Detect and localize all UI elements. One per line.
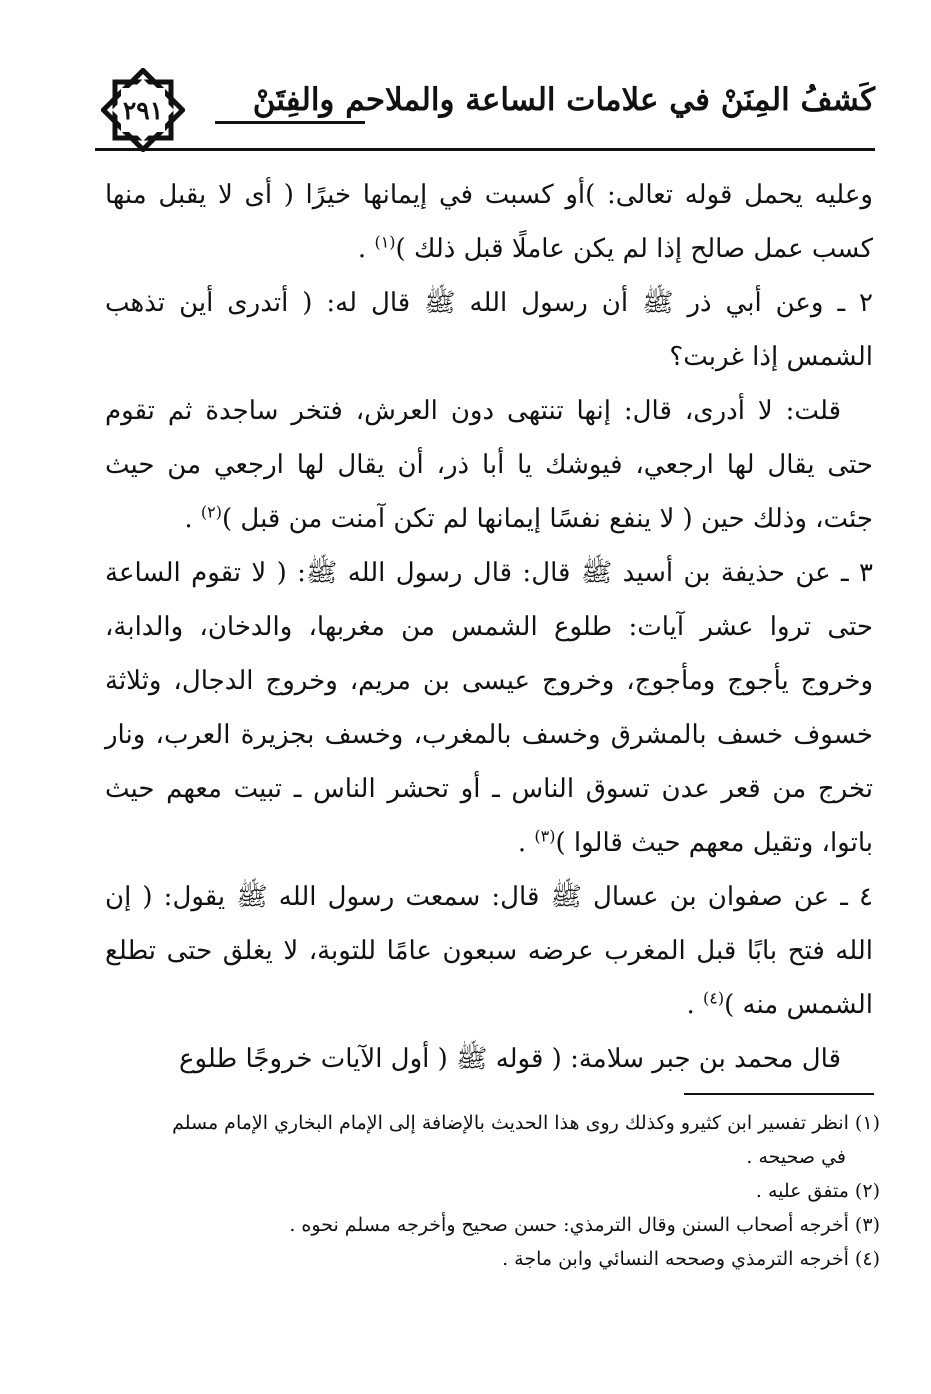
footnote-ref-3: (٣) xyxy=(534,826,556,846)
footnote-2: (٢) متفق عليه . xyxy=(755,1180,880,1202)
hadith-4 xyxy=(105,870,873,1032)
paragraph-1 xyxy=(105,168,873,276)
footnote-4: (٤) أخرجه الترمذي وصححه النسائي وابن ماجة . xyxy=(502,1248,880,1270)
hadith-4-end: . xyxy=(686,990,703,1020)
footnote-ref-2: (٢) xyxy=(200,502,222,522)
main-text xyxy=(105,168,873,1086)
hadith-3-text: ٣ ـ عن حذيفة بن أسيد ﷺ قال: قال رسول الله ﷺ: ( لا تقوم الساعة حتى تروا عشر آيات: طلوع الشمس من مغربها، والدخان، والدابة، وخروج يأجوج ومأجوج، وخروج عيسى بن مريم، وخروج الدجال، وثلاثة خسوف خسف بالمشرق وخسف بالمغرب، وخسف بجزيرة العرب، ونار تخرج من قعر عدن تسوق الناس ـ أو تحشر الناس ـ تبيت معهم حيث باتوا، وتقيل معهم حيث قالوا ) xyxy=(105,558,873,858)
hadith-2-text xyxy=(105,384,873,546)
footnote-separator xyxy=(684,1093,874,1095)
footnote-ref-4: (٤) xyxy=(703,988,725,1008)
hadith-2-intro: ٢ ـ وعن أبي ذر ﷺ أن رسول الله ﷺ قال له: ( أتدرى أين تذهب الشمس إذا غربت؟ xyxy=(105,288,873,372)
page-number-badge xyxy=(101,68,185,152)
hadith-4-text: ٤ ـ عن صفوان بن عسال ﷺ قال: سمعت رسول الله ﷺ يقول: ( إن الله فتح بابًا قبل المغرب عرضه سبعون عامًا للتوبة، لا يغلق حتى تطلع الشمس منه ) xyxy=(105,882,873,1020)
footnote-1: (١) انظر تفسير ابن كثيرو وكذلك روى هذا الحديث بالإضافة إلى الإمام البخاري الإمام مسلم xyxy=(172,1112,880,1134)
header-dash xyxy=(215,121,365,124)
footnote-3: (٣) أخرجه أصحاب السنن وقال الترمذي: حسن صحيح وأخرجه مسلم نحوه . xyxy=(289,1214,880,1236)
header-rule xyxy=(95,148,875,151)
running-title: كَشفُ المِنَنْ في علامات الساعة والملاحم والفِتَنْ xyxy=(252,82,875,118)
footnote-1-continuation: في صحيحه . xyxy=(746,1146,846,1168)
page-header xyxy=(95,58,875,150)
hadith-2-end: . xyxy=(184,504,201,534)
hadith-3 xyxy=(105,546,873,870)
page-number: ٢٩١ xyxy=(122,95,164,125)
footnotes xyxy=(105,1106,880,1276)
commentary-paragraph: قال محمد بن جبر سلامة: ( قوله ﷺ ( أول الآيات خروجًا طلوع xyxy=(178,1044,841,1074)
hadith-3-end: . xyxy=(517,828,535,858)
paragraph-1-text: وعليه يحمل قوله تعالى: )أو كسبت في إيمانها خيرًا ( أى لا يقبل منها كسب عمل صالح إذا لم يكن عاملًا قبل ذلك ) xyxy=(105,180,873,264)
hadith-2-body: قلت: لا أدرى، قال: إنها تنتهى دون العرش، فتخر ساجدة ثم تقوم حتى يقال لها ارجعي، فيوشك يا أبا ذر، أن يقال لها ارجعي من حيث جئت، وذلك حين ( لا ينفع نفسًا إيمانها لم تكن آمنت من قبل ) xyxy=(105,396,873,534)
paragraph-1-end: . xyxy=(357,234,375,264)
footnote-ref-1: (١) xyxy=(374,232,396,252)
